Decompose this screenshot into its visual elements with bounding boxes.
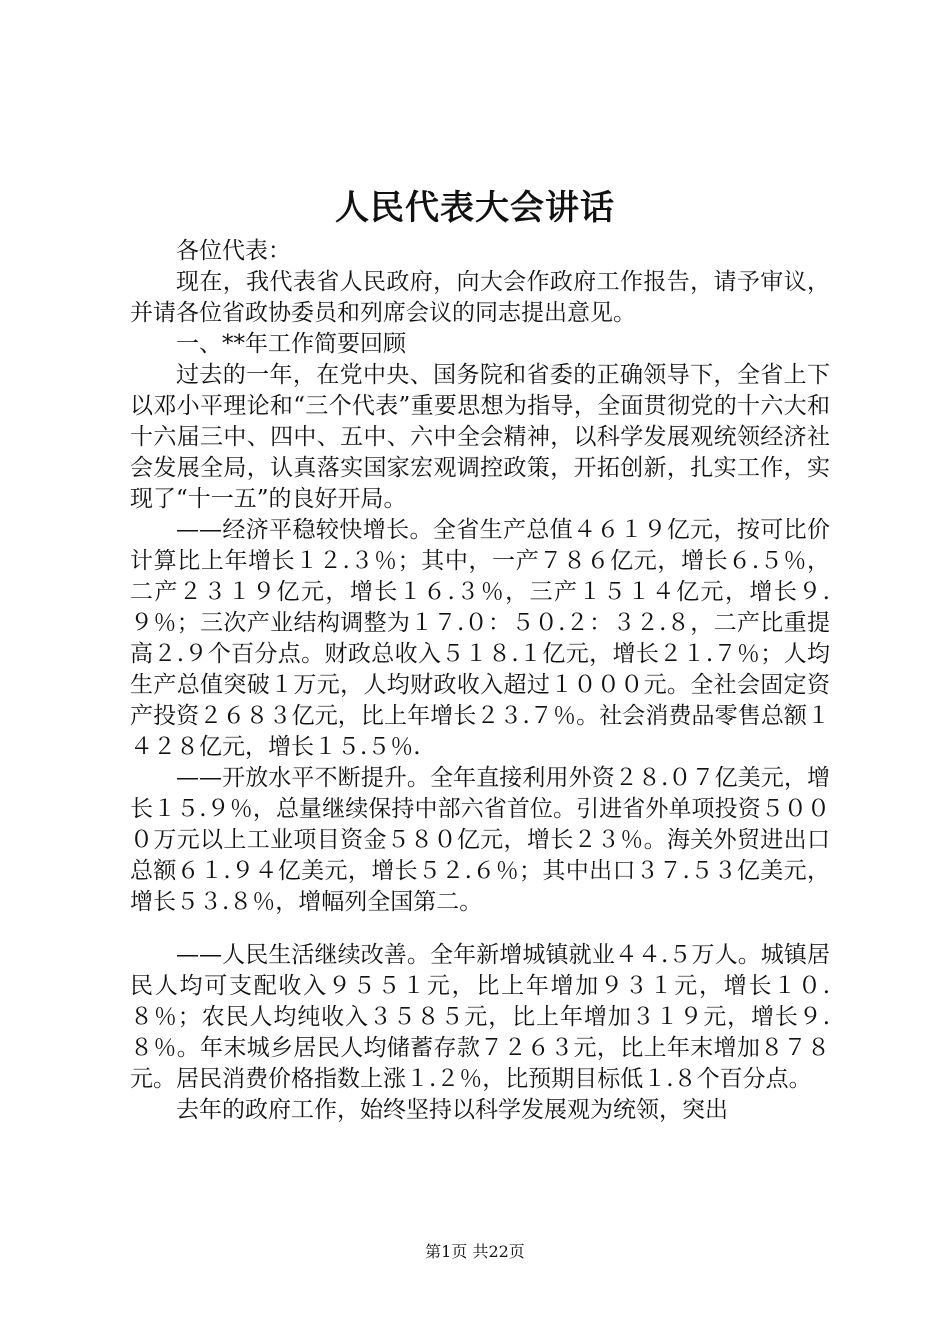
livelihood-paragraph: ——人民生活继续改善。全年新增城镇就业４４.５万人。城镇居民人均可支配收入９５５１元，比上年增加９３１元，增长１０.８％；农民人均纯收入３５８５元，比上年增加３１９元，增长９.８％。年末城乡居民人均储蓄存款７２６３元，比上年末增加８７８元。居民消费价格指数上涨１.２％，比预期目标低１.８个百分点。	[130, 942, 830, 1092]
opening-paragraph: ——开放水平不断提升。全年直接利用外资２８.０７亿美元，增长１５.９％，总量继续保持中部六省首位。引进省外单项投资５０００万元以上工业项目资金５８０亿元，增长２３％。海关外贸进出口总额６１.９４亿美元，增长５２.６％；其中出口３７.５３亿美元，增长５３.８％，增幅列全国第二。	[130, 765, 830, 915]
document-body	[130, 236, 830, 1126]
section-heading: 一、**年工作简要回顾	[176, 331, 406, 357]
economy-paragraph: ——经济平稳较快增长。全省生产总值４６１９亿元，按可比价计算比上年增长１２.３％；其中，一产７８６亿元，增长６.５％，二产２３１９亿元，增长１６.３％，三产１５１４亿元，增长９.９％；三次产业结构调整为１７.０：５０.２：３２.８，二产比重提高２.９个百分点。财政总收入５１８.１亿元，增长２１.７％；人均生产总值突破１万元，人均财政收入超过１０００元。全社会固定资产投资２６８３亿元，比上年增长２３.７％。社会消费品零售总额１４２８亿元，增长１５.５％.	[130, 517, 830, 760]
document-title: 人民代表大会讲话	[335, 188, 615, 228]
intro-paragraph: 现在，我代表省人民政府，向大会作政府工作报告，请予审议，并请各位省政协委员和列席会议的同志提出意见。	[130, 269, 830, 326]
review-paragraph: 过去的一年，在党中央、国务院和省委的正确领导下，全省上下以邓小平理论和“三个代表”重要思想为指导，全面贯彻党的十六大和十六届三中、四中、五中、六中全会精神，以科学发展观统领经济社会发展全局，认真落实国家宏观调控政策，开拓创新，扎实工作，实现了“十一五”的良好开局。	[130, 362, 830, 512]
page-footer: 第1页 共22页	[425, 1242, 525, 1261]
greeting-paragraph: 各位代表：	[176, 238, 291, 264]
government-work-paragraph: 去年的政府工作，始终坚持以科学发展观为统领，突出	[176, 1097, 728, 1123]
